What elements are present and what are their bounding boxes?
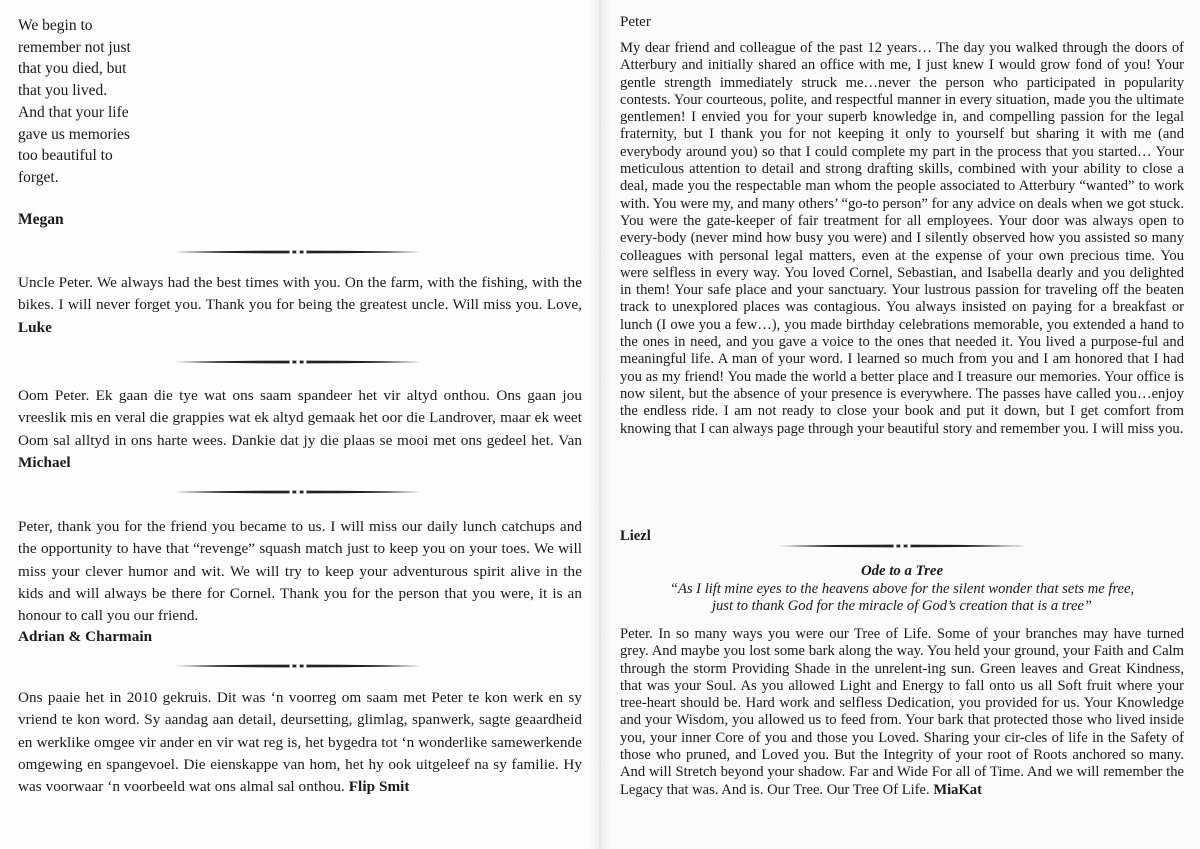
liezl-signature: Liezl (620, 528, 651, 544)
right-page (600, 0, 1200, 849)
ornament-divider (173, 246, 423, 258)
adrian-signature: Adrian & Charmain (18, 628, 153, 645)
michael-tribute (18, 385, 582, 474)
ode-quote (620, 581, 1184, 615)
tribute-heading: Peter (620, 14, 651, 30)
flip-signature: Flip Smit (348, 778, 410, 796)
ode-body-text: Peter. In so many ways you were our Tree of Life. Some of your branches may have turned grey. And maybe you lost some bark along the way. You held your ground, your Faith and Calm through the storm Providing Shade in the unrelent-ing sun. Green leaves and Great Kindness, that was your Soul. As you allowed Light and Energy to fall onto us all Soft fruit where your tree-heart should be. Hard work and selfless Dedication, you provided for us. Your Knowledge and your Wisdom, you allowed us to feed from. Your bark that protected those who lived inside you, your inner Core of you and those you Loved. Sharing your cir-cles of life in the Safety of those who pruned, and Loved you. But the Integrity of your root of Roots anchored so many. And will Stretch beyond your shadow. Far and Wide For all of Time. And we will remember the Legacy that was. And is. Our Tree. Our Tree Of Life. (620, 626, 1184, 798)
ode-title: Ode to a Tree (860, 563, 944, 579)
liezl-tribute: My dear friend and colleague of the past 12 years… The day you walked through the doors of Atterbury and initially shared an office with me, I just knew I would grow fond of you! Your gentle strength immediately struck me…never the person who participated in popularity contests. Your courteous, polite, and respectful manner in every situation, made you the ultimate gentlemen! I envied you for your superb knowledge in, and compelling passion for the legal fraternity, but I thank you for not keeping it only to yourself but sharing it with me (and everybody around you) so that I could complete my part in the process that you started… Your meticulous attention to detail and strong drafting skills, combined with your ability to close a deal, made you the respectable man whom the people associated to Atterbury “wanted” to work with. You were my, and many others’ “go-to person” for any advice on deals when we got stuck. You were the gate-keeper of fair treatment for all employees. Your door was always open to every-body (never mind how busy you were) and I silently observed how you assisted so many colleagues with personal legal matters, even at the expense of your own precious time. You were selfless in every way. You loved Cornel, Sebastian, and Isabella dearly and you delighted in them! Your safe place and your sanctuary. Your lustrous passion for traveling off the beaten track to unexplored places was contagious. You always insisted on paying for a breakfast or lunch (I owe you a few…), you made birthday celebrations memorable, you extended a hand to the ones in need, and you gave a voice to the ones that needed it. You lived a purpose-ful and meaningful life. A man of your word. I learned so much from you and I am honored that I had you as my friend! You made the world a better place and I treasure our memories. Your office is now silent, but the absence of your presence is everywhere. The passes have called you…enjoy the endless ride. I am not ready to close your book and put it down, but I get comfort from knowing that I can always page through your beautiful story and remember you. I will miss you. (620, 40, 1184, 437)
ode-body (620, 626, 1184, 799)
memorial-poem: We begin to remember not just that you died, but that you lived. And that your life gave us memories too beautiful to forget. (18, 17, 131, 186)
ornament-divider (173, 486, 423, 498)
ornament-divider (173, 660, 423, 672)
ornament-divider (173, 356, 423, 368)
poem-signature: Megan (18, 211, 64, 228)
ode-quote-line: just to thank God for the miracle of God’s creation that is a tree” (711, 598, 1093, 614)
luke-tribute-text: Uncle Peter. We always had the best times with you. On the farm, with the fishing, with the bikes. I will never forget you. Thank you for being the greatest uncle. Will miss you. Love, (18, 274, 582, 314)
miakat-signature: MiaKat (933, 781, 982, 798)
ornament-divider (777, 540, 1027, 552)
flip-tribute-text: Ons paaie het in 2010 gekruis. Dit was ‘n voorreg om saam met Peter te kon werk en sy vriend te kon word. Sy aandag aan detail, deursetting, glimlag, spanwerk, sagte geaardheid en werklike omgee vir ander en vir wat reg is, het bygedra tot ‘n wonderlike samewerkende omgewing en spangevoel. Die eienskappe van hom, het hy ook uitgeleef na sy familie. Hy was voorwaar ‘n voorbeeld wat ons almal sal onthou. (18, 689, 582, 796)
adrian-tribute: Peter, thank you for the friend you became to us. I will miss our daily lunch catchups and the opportunity to have that “revenge” squash match just to keep you on your toes. We will miss your clever humor and wit. We will try to keep your adventurous spirit alive in the kids and will always be there for Cornel. Thank you for the person that you were, it is an honour to call you our friend. (18, 518, 582, 625)
michael-tribute-text: Oom Peter. Ek gaan die tye wat ons saam spandeer het vir altyd onthou. Ons gaan jou vreeslik mis en veral die grappies wat ek altyd gemaak het oor die Landrover, maar ek weet Oom sal alltyd in ons harte wees. Dankie dat jy die plaas se mooi met ons gedeel het. Van (18, 387, 582, 449)
luke-signature: Luke (18, 318, 52, 336)
ode-quote-line: “As I lift mine eyes to the heavens above for the silent wonder that sets me free, (669, 581, 1135, 597)
michael-signature: Michael (18, 453, 71, 471)
flip-tribute (18, 687, 582, 798)
luke-tribute (18, 272, 582, 339)
